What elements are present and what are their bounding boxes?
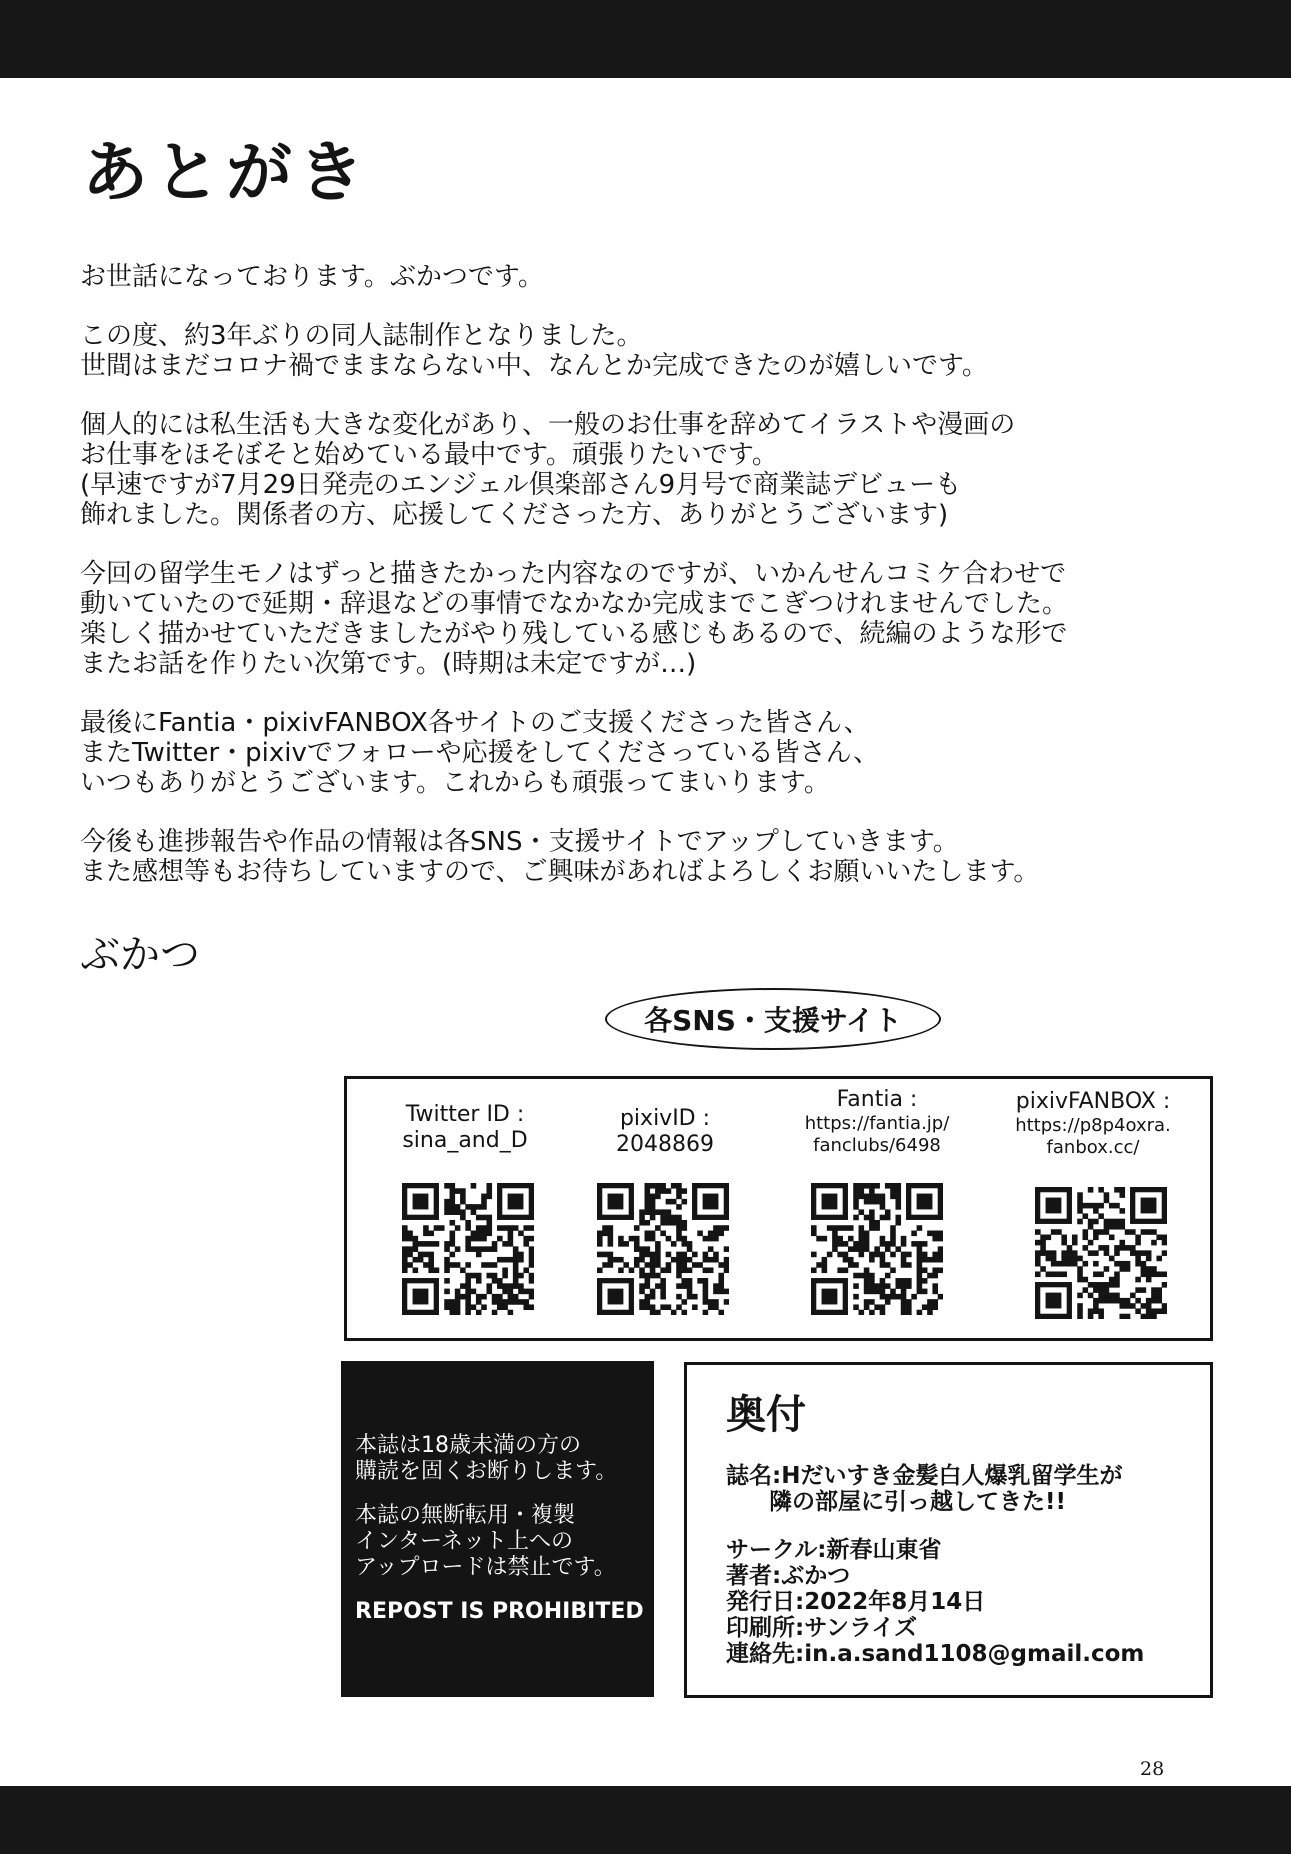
colophon-date: 発行日:2022年8月14日 [726,1589,986,1615]
afterword-line: 飾れました。関係者の方、応援してくださった方、ありがとうございます) [80,500,949,530]
sns-links-box [344,1076,1213,1341]
repost-warning: REPOST IS PROHIBITED [355,1599,644,1624]
fanbox-qr-code[interactable] [1035,1187,1167,1319]
afterword-paragraph [80,262,1220,292]
colophon-title-2: 隣の部屋に引っ越してきた!! [769,1489,1066,1515]
afterword-line: (早速ですが7月29日発売のエンジェル倶楽部さん9月号で商業誌デビューも [80,470,962,500]
colophon-author: 著者:ぶかつ [726,1563,851,1589]
sns-fanbox-url-2: fanbox.cc/ [1046,1137,1140,1158]
sns-pixiv-id: 2048869 [616,1132,714,1157]
sns-fantia-label: Fantia : [836,1087,918,1112]
afterword-line: またお話を作りたい次第です。(時期は未定ですが…) [80,649,697,679]
sns-fantia [777,1079,977,1157]
sns-twitter-label: Twitter ID : [405,1102,525,1127]
afterword-line: 楽しく描かせていただきましたがやり残している感じもあるので、続編のような形で [80,619,1068,649]
afterword-paragraph [80,321,1220,381]
colophon-circle: サークル:新春山東省 [726,1537,942,1563]
colophon-contact[interactable]: 連絡先:in.a.sand1108@gmail.com [726,1641,1145,1667]
page-number: 28 [1140,1758,1165,1780]
author-signature: ぶかつ [80,932,200,978]
sns-twitter [365,1079,565,1154]
pixiv-qr-code[interactable] [597,1183,729,1315]
afterword-line: 動いていたので延期・辞退などの事情でなかなか完成までこぎつけれませんでした。 [80,589,1069,619]
afterword-line: 世間はまだコロナ禍でままならない中、なんとか完成できたのが嬉しいです。 [80,351,988,381]
notice-line: 購読を固くお断りします。 [355,1459,618,1484]
notice-line: インターネット上への [355,1529,574,1554]
sns-section-label: 各SNS・支援サイト [605,988,941,1050]
colophon-printer: 印刷所:サンライズ [726,1615,918,1641]
afterword-line: この度、約3年ぶりの同人誌制作となりました。 [80,321,643,351]
sns-fanbox-label: pixivFANBOX : [1015,1089,1171,1114]
sns-fanbox-url-1: https://p8p4oxra. [1015,1115,1171,1136]
sns-fanbox [993,1079,1193,1159]
afterword-line: 個人的には私生活も大きな変化があり、一般のお仕事を辞めてイラストや漫画の [80,410,1016,440]
afterword-paragraph [80,827,1220,887]
afterword-line: お世話になっております。ぶかつです。 [80,262,544,292]
sns-twitter-id: sina_and_D [402,1128,528,1153]
notice-line: アップロードは禁止です。 [355,1555,616,1580]
sns-pixiv-label: pixivID : [619,1106,711,1131]
colophon-box [684,1362,1213,1698]
age-restriction-notice [341,1361,654,1697]
notice-line: 本誌は18歳未満の方の [355,1433,581,1458]
afterword-paragraph [80,410,1220,530]
notice-line: 本誌の無断転用・複製 [355,1503,576,1528]
top-border-band [0,0,1291,78]
sns-fantia-url-1: https://fantia.jp/ [804,1113,950,1134]
afterword-paragraph [80,708,1220,798]
afterword-line: 今後も進捗報告や作品の情報は各SNS・支援サイトでアップしていきます。 [80,827,959,857]
afterword-line: またTwitter・pixivでフォローや応援をしてくださっている皆さん、 [80,738,880,768]
page-title: あとがき [82,134,370,211]
afterword-line: また感想等もお待ちしていますので、ご興味があればよろしくお願いいたします。 [80,857,1040,887]
colophon-title-1: 誌名:Hだいすき金髪白人爆乳留学生が [726,1463,1123,1489]
sns-fantia-url-2: fanclubs/6498 [813,1135,941,1156]
bottom-border-band [0,1786,1291,1854]
colophon-heading: 奥付 [726,1392,806,1438]
sns-pixiv [565,1079,765,1158]
fantia-qr-code[interactable] [811,1183,943,1315]
twitter-qr-code[interactable] [402,1183,534,1315]
afterword-body [80,262,1220,916]
afterword-line: 今回の留学生モノはずっと描きたかった内容なのですが、いかんせんコミケ合わせで [80,559,1067,589]
afterword-line: いつもありがとうございます。これからも頑張ってまいります。 [80,768,830,798]
afterword-line: お仕事をほそぼそと始めている最中です。頑張りたいです。 [80,440,778,470]
afterword-line: 最後にFantia・pixivFANBOX各サイトのご支援くださった皆さん、 [80,708,870,738]
afterword-paragraph [80,559,1220,679]
